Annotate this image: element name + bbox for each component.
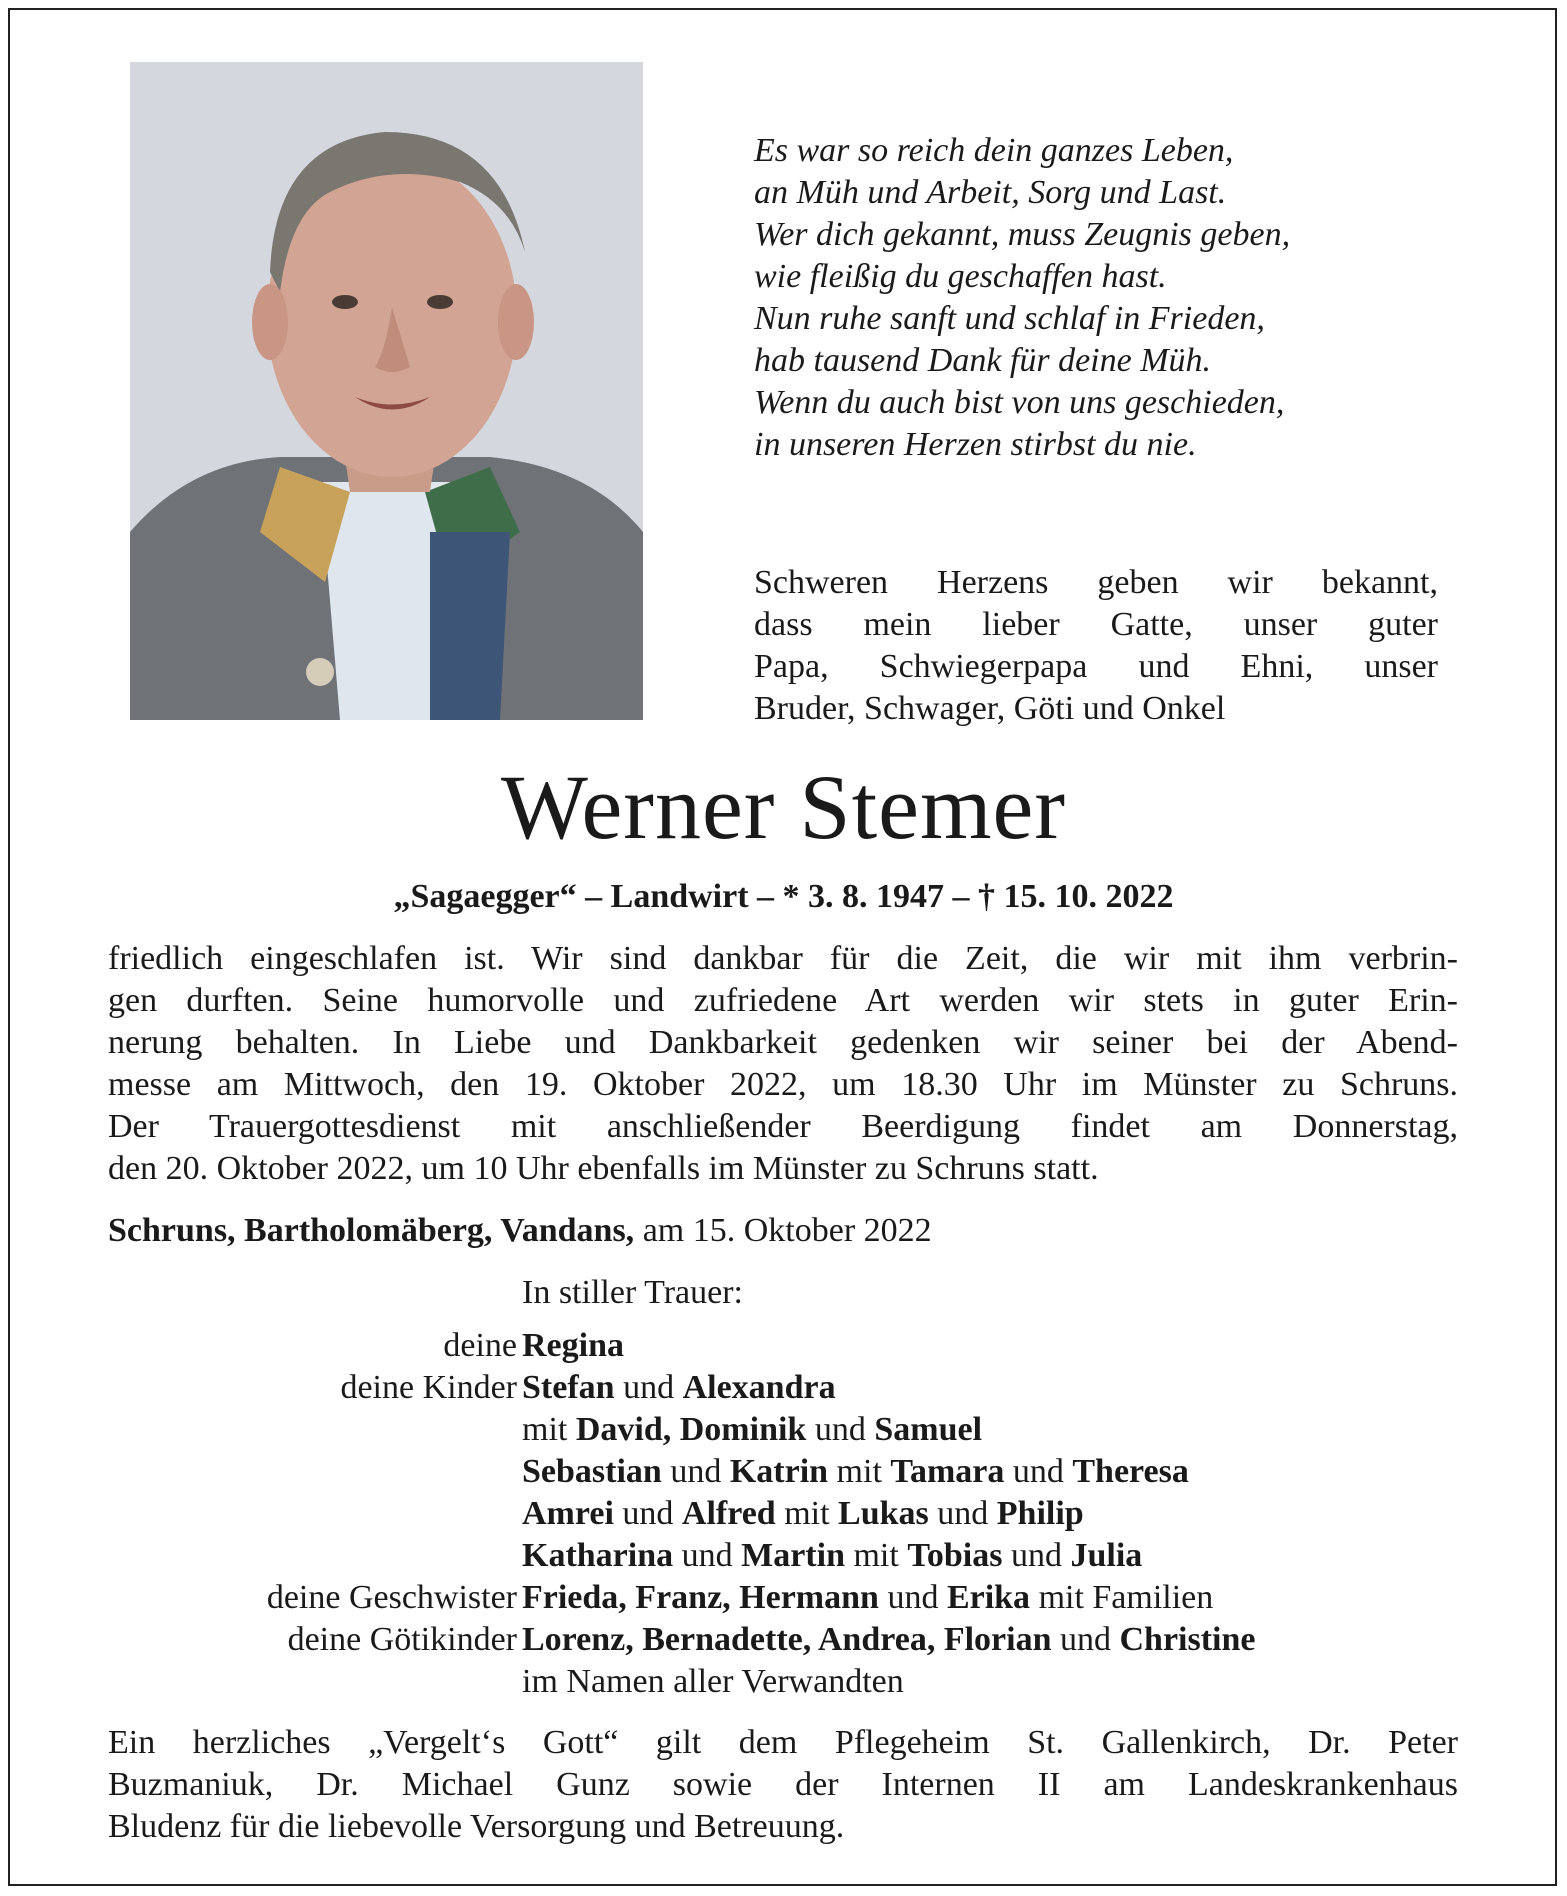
- portrait-photo: [130, 62, 643, 720]
- thanks-line: Buzmaniuk, Dr. Michael Gunz sowie der Internen II am Landeskrankenhaus: [108, 1766, 1458, 1803]
- intro-line: Bruder, Schwager, Göti und Onkel: [754, 690, 1226, 727]
- body-line: messe am Mittwoch, den 19. Oktober 2022, um 18.30 Uhr im Münster zu Schruns.: [108, 1066, 1458, 1103]
- mourner-row: [0, 1577, 1567, 1619]
- intro-line: Schweren Herzens geben wir bekannt,: [754, 564, 1438, 601]
- place-date-text: am 15. Oktober 2022: [634, 1212, 932, 1249]
- body-line: nerung behalten. In Liebe und Dankbarkeit gedenken wir seiner bei der Abend-: [108, 1024, 1458, 1061]
- mourner-names: Katharina und Martin mit Tobias und Julia: [522, 1537, 1143, 1574]
- mourner-row: [0, 1619, 1567, 1661]
- poem-line: hab tausend Dank für deine Müh.: [754, 342, 1212, 379]
- intro-line: dass mein lieber Gatte, unser guter: [754, 606, 1438, 643]
- body-line: friedlich eingeschlafen ist. Wir sind dankbar für die Zeit, die wir mit ihm verbrin-: [108, 940, 1458, 977]
- relation-label: deine Kinder: [340, 1369, 517, 1406]
- mourner-row: [0, 1535, 1567, 1577]
- mourner-names: Sebastian und Katrin mit Tamara und Theresa: [522, 1453, 1189, 1490]
- announcement-body: [108, 938, 1458, 1190]
- poem-line: in unseren Herzen stirbst du nie.: [754, 426, 1197, 463]
- mourner-row: [0, 1451, 1567, 1493]
- mourner-names: im Namen aller Verwandten: [522, 1663, 904, 1700]
- thanks-line: Bludenz für die liebevolle Versorgung und Betreuung.: [108, 1808, 845, 1845]
- mourners-list: [0, 1325, 1567, 1703]
- mourner-names: Regina: [522, 1327, 624, 1364]
- poem-line: Wer dich gekannt, muss Zeugnis geben,: [754, 216, 1291, 253]
- mourner-row: [0, 1493, 1567, 1535]
- mourner-row: [0, 1409, 1567, 1451]
- memorial-poem: [754, 130, 1454, 466]
- thanks-line: Ein herzliches „Vergelt‘s Gott“ gilt dem Pflegeheim St. Gallenkirch, Dr. Peter: [108, 1724, 1458, 1761]
- body-line: gen durften. Seine humorvolle und zufriedene Art werden wir stets in guter Erin-: [108, 982, 1458, 1019]
- poem-line: wie fleißig du geschaffen hast.: [754, 258, 1167, 295]
- mourner-row: [0, 1661, 1567, 1703]
- mourner-names: Amrei und Alfred mit Lukas und Philip: [522, 1495, 1084, 1532]
- mourner-names: Stefan und Alexandra: [522, 1369, 836, 1406]
- poem-line: Nun ruhe sanft und schlaf in Frieden,: [754, 300, 1265, 337]
- deceased-subtitle: „Sagaegger“ – Landwirt – * 3. 8. 1947 – † 15. 10. 2022: [393, 878, 1174, 915]
- mourner-names: mit David, Dominik und Samuel: [522, 1411, 983, 1448]
- poem-line: Es war so reich dein ganzes Leben,: [754, 132, 1234, 169]
- body-line: den 20. Oktober 2022, um 10 Uhr ebenfalls im Münster zu Schruns statt.: [108, 1150, 1099, 1187]
- place-date: [108, 1210, 932, 1252]
- relation-label: deine: [443, 1327, 517, 1364]
- relation-label: deine Geschwister: [266, 1579, 517, 1616]
- mourner-row: [0, 1367, 1567, 1409]
- mourning-heading: In stiller Trauer:: [522, 1274, 743, 1311]
- place-towns: Schruns, Bartholomäberg, Vandans,: [108, 1212, 635, 1249]
- intro-line: Papa, Schwiegerpapa und Ehni, unser: [754, 648, 1438, 685]
- mourner-names: Lorenz, Bernadette, Andrea, Florian und Christine: [522, 1621, 1256, 1658]
- mourner-row: [0, 1325, 1567, 1367]
- relation-label: deine Götikinder: [287, 1621, 517, 1658]
- poem-line: Wenn du auch bist von uns geschieden,: [754, 384, 1285, 421]
- mourner-names: Frieda, Franz, Hermann und Erika mit Familien: [522, 1579, 1214, 1616]
- deceased-name: Werner Stemer: [501, 756, 1066, 858]
- body-line: Der Trauergottesdienst mit anschließender Beerdigung findet am Donnerstag,: [108, 1108, 1458, 1145]
- announcement-intro: [754, 562, 1438, 730]
- poem-line: an Müh und Arbeit, Sorg und Last.: [754, 174, 1227, 211]
- thanks-paragraph: [108, 1722, 1458, 1848]
